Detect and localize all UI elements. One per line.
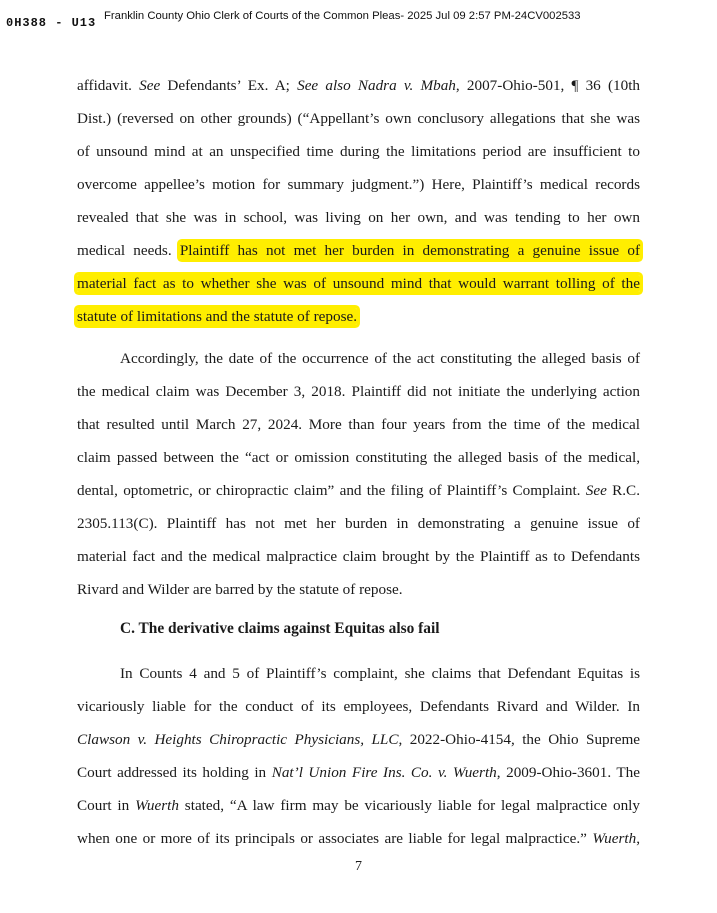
- text-line: overcome appellee’s motion for summary judgment.”) Here, Plaintiff’s medical records: [77, 176, 640, 193]
- text-line: vicariously liable for the conduct of its employees, Defendants Rivard and Wilder. In: [77, 698, 640, 715]
- text-line: revealed that she was in school, was living on her own, and was tending to her own: [77, 209, 640, 226]
- text-line: that resulted until March 27, 2024. More than four years from the time of the medical: [77, 416, 640, 433]
- text-line: medical needs. Plaintiff has not met her burden in demonstrating a genuine issue of: [77, 242, 640, 259]
- highlighted-text: Plaintiff has not met her burden in demonstrating a genuine issue of: [179, 242, 640, 259]
- highlighted-text: statute of limitations and the statute of repose.: [77, 308, 358, 325]
- text-line: [77, 274, 640, 294]
- text-line: Court in Wuerth stated, “A law firm may be vicariously liable for legal malpractice only: [77, 797, 640, 814]
- text-line: material fact and the medical malpractice claim brought by the Plaintiff as to Defendants: [77, 548, 640, 565]
- section-heading: C. The derivative claims against Equitas also fail: [120, 620, 440, 637]
- text-line: affidavit. See Defendants’ Ex. A; See also Nadra v. Mbah, 2007-Ohio-501, ¶ 36 (10th: [77, 77, 641, 94]
- text-line: Court addressed its holding in Nat’l Union Fire Ins. Co. v. Wuerth, 2009-Ohio-3601. The: [77, 764, 641, 781]
- page-number: 7: [355, 859, 362, 874]
- text-line: Accordingly, the date of the occurrence of the act constituting the alleged basis of: [120, 350, 640, 367]
- text-line: Rivard and Wilder are barred by the statute of repose.: [77, 581, 403, 598]
- text-line: the medical claim was December 3, 2018. Plaintiff did not initiate the underlying action: [77, 383, 640, 400]
- text-line: In Counts 4 and 5 of Plaintiff’s complaint, she claims that Defendant Equitas is: [120, 665, 640, 682]
- text-line: dental, optometric, or chiropractic claim” and the filing of Plaintiff’s Complaint. See R.C.: [77, 482, 640, 499]
- document-code: 0H388 - U13: [6, 16, 97, 30]
- text-line: when one or more of its principals or associates are liable for legal malpractice.” Wuerth,: [77, 830, 640, 847]
- text-line: Dist.) (reversed on other grounds) (“Appellant’s own conclusory allegations that she was: [77, 110, 640, 127]
- highlighted-text: material fact as to whether she was of unsound mind that would warrant tolling of the: [77, 275, 640, 292]
- clerk-filing-stamp: Franklin County Ohio Clerk of Courts of the Common Pleas- 2025 Jul 09 2:57 PM-24CV002533: [104, 10, 581, 22]
- text-line: claim passed between the “act or omission constituting the alleged basis of the medical,: [77, 449, 640, 466]
- text-line: 2305.113(C). Plaintiff has not met her burden in demonstrating a genuine issue of: [77, 515, 640, 532]
- text-line: of unsound mind at an unspecified time during the limitations period are insufficient to: [77, 143, 640, 160]
- text-line: [77, 307, 640, 327]
- text-line: Clawson v. Heights Chiropractic Physicians, LLC, 2022-Ohio-4154, the Ohio Supreme: [77, 731, 640, 748]
